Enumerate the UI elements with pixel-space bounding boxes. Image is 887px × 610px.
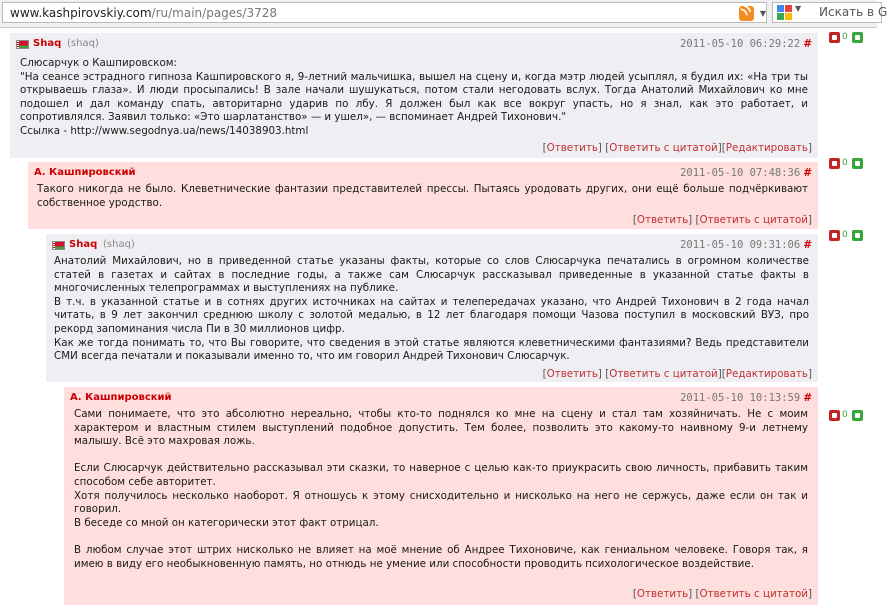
quote-reply-link[interactable]: Ответить с цитатой [699,588,808,600]
edit-link[interactable]: Редактировать [725,368,808,380]
vote-controls [829,230,869,242]
reply-link[interactable]: Ответить [546,368,598,380]
reply-link[interactable]: Ответить [636,214,689,226]
vote-count: 0 [842,410,848,420]
vote-count: 0 [842,32,848,42]
vote-count: 0 [842,158,848,168]
comment-body: Сами понимаете, что это абсолютно нереально, чтобы кто-то поднялся ко мне на сцену и стал там хозяйничать. Не с моим характером и властным стилем выступлений подобное допустить. Тем более, позволить это какому-то наивному 9-и летнему малышу. Всё это махровая ложь. Если Слюсарчук действительно рассказывал эти сказки, то наверное с целью как-то приукрасить свою личность, прибавить таким способом себе авторитет. Хотя получилось несколько наоборот. Я отношусь к этому снисходительно и нисколько на него не сержусь, даже если он так и говорил. В беседе со мной он категорически этот факт отрицал. В любом случае этот штрих нисколько не влияет на моё мнение об Андрее Тихоновиче, как гениальном человеке. Говоря так, я имею в виду его необыкновенную память, но отнюдь не умение или способности проводить психологическое воздействие. [74,408,808,570]
vote-controls [829,410,869,422]
quote-reply-link[interactable]: Ответить с цитатой [699,214,808,226]
vote-controls [829,158,869,170]
vote-controls [829,32,869,44]
comment-header [16,38,812,52]
comment-header [70,392,812,406]
thumbs-up-icon[interactable] [852,230,863,241]
comment-nick: (shaq) [67,38,99,49]
address-url[interactable]: www.kashpirovskiy.com/ru/main/pages/3728 [10,6,278,20]
comment-author[interactable]: Shaq [33,38,62,49]
vote-count: 0 [842,230,848,240]
search-input[interactable] [772,2,887,23]
thumbs-down-icon[interactable] [829,158,840,169]
browser-toolbar [0,0,887,28]
permalink[interactable]: # [803,392,812,404]
chevron-down-icon[interactable]: ▼ [795,4,802,13]
chevron-down-icon[interactable]: ▼ [759,9,767,18]
quote-reply-link[interactable]: Ответить с цитатой [609,142,718,154]
thumbs-up-icon[interactable] [852,410,863,421]
rss-icon[interactable] [739,6,754,21]
comment-header [34,167,812,181]
comment [64,387,818,605]
comment-actions: [Ответить] [Ответить с цитатой][Редактировать] [542,142,812,154]
quote-reply-link[interactable]: Ответить с цитатой [609,368,718,380]
reply-link[interactable]: Ответить [546,142,598,154]
comment-date: 2011-05-10 10:13:59 # [680,392,812,404]
thumbs-down-icon[interactable] [829,32,840,43]
edit-link[interactable]: Редактировать [725,142,808,154]
comment [46,234,818,382]
comment-date: 2011-05-10 06:29:22 # [680,38,812,50]
google-icon[interactable] [777,5,792,20]
thumbs-up-icon[interactable] [852,32,863,43]
search-placeholder: Искать в G [819,5,887,19]
thumbs-down-icon[interactable] [829,410,840,421]
flag-icon [52,241,65,250]
thumbs-down-icon[interactable] [829,230,840,241]
comment-body: Слюсарчук о Кашпировском: "На сеансе эстрадного гипноза Кашпировского я, 9-летний мальчишка, вышел на сцену и, когда мэтр людей усыплял, я будил их: «На три ты открываешь глаза». И люди просыпались! В зале начали шушукаться, потом стали негодовать вслух. Тогда Анатолий Михайлович ко мне подошел и дал команду спать, авторитарно ударив по лбу. Я должен был как все вокруг упасть, но я знал, как это работает, и сопротивлялся. Заявил только: «Это шарлатанство» — и ушел», — вспоминает Андрей Тихонович." Ссылка - http://www.segodnya.ua/news/14038903.html [20,57,808,137]
reply-link[interactable]: Ответить [636,588,689,600]
comment-body: Анатолий Михайлович, но в приведенной статье указаны факты, которые со слов Слюсарчука печатались в огромном количестве статей в газетах и сайтах в последние годы, а также сам Слюсарчук рассказывал приведенные в указанной статье факты в многочисленных телепрограммах и выступлениях на публике. В т.ч. в указанной статье и в сотнях других источниках на сайтах и телепередачах указано, что Андрей Тихонович в 2 года начал читать, в 9 лет закончил среднюю школу с золотой медалью, в 12 лет благодаря помощи Чазова поступил в московский ВУЗ, про рекорд запоминания числа Пи в 30 миллионов цифр. Как же тогда понимать то, что Вы говорите, что сведения в этой статье являются клеветническими фантазиями? Ведь представители СМИ всегда печатали и показывали именно то, что им говорил Андрей Тихонович Слюсарчук. [54,255,809,363]
comment [10,33,818,158]
comment-header [52,239,812,253]
comment-author[interactable]: А. Кашпировский [34,167,136,178]
permalink[interactable]: # [803,38,812,50]
comment-actions: [Ответить] [Ответить с цитатой][Редактировать] [542,368,812,380]
comments-thread [0,27,877,610]
comment [28,162,818,229]
comment-actions: [Ответить] [Ответить с цитатой] [632,588,812,600]
comment-date: 2011-05-10 07:48:36 # [680,167,812,179]
comment-author[interactable]: Shaq [69,239,98,250]
thumbs-up-icon[interactable] [852,158,863,169]
permalink[interactable]: # [803,167,812,179]
permalink[interactable]: # [803,239,812,251]
comment-body: Такого никогда не было. Клеветнические фантазии представителей прессы. Пытаясь уродовать других, они ещё больше подчёркивают собственное уродство. [37,183,808,209]
address-bar[interactable] [2,2,767,23]
comment-nick: (shaq) [103,239,135,250]
comment-author[interactable]: А. Кашпировский [70,392,172,403]
comment-date: 2011-05-10 09:31:06 # [680,239,812,251]
comment-actions: [Ответить] [Ответить с цитатой] [632,214,812,226]
flag-icon [16,40,29,49]
